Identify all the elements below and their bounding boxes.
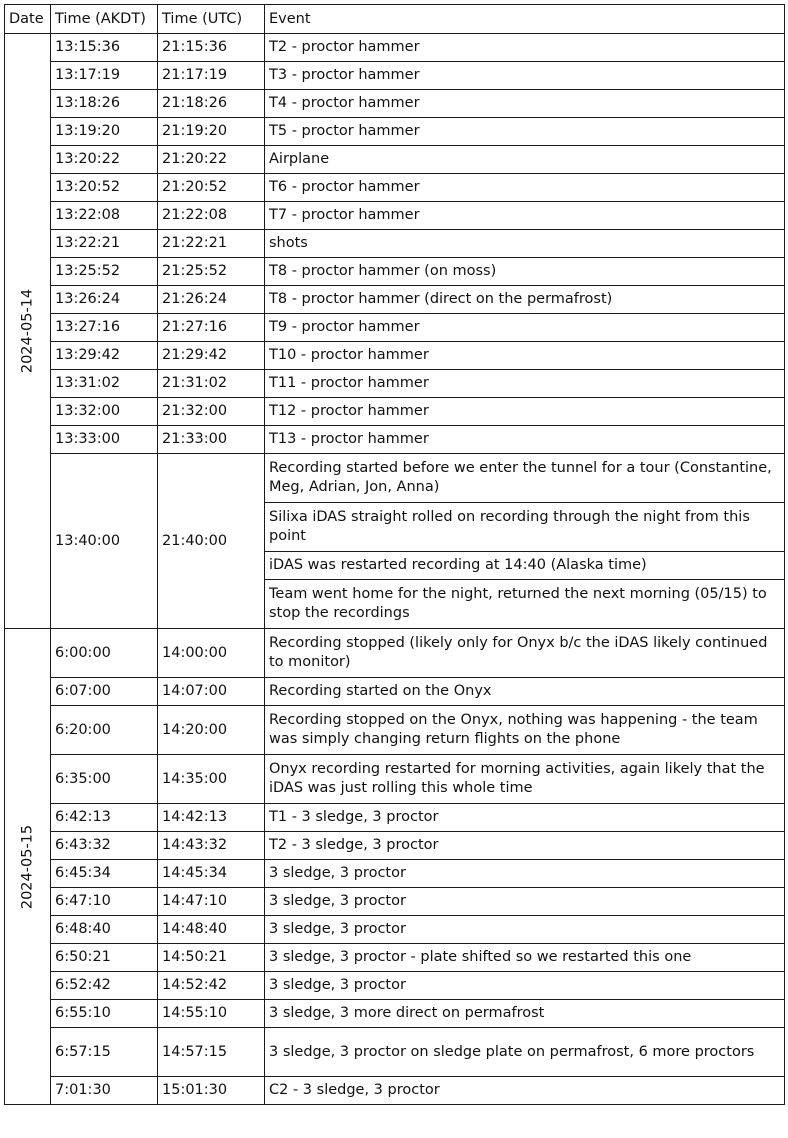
event: T9 - proctor hammer bbox=[265, 314, 785, 342]
event: C2 - 3 sledge, 3 proctor bbox=[265, 1077, 785, 1105]
event: 3 sledge, 3 proctor - plate shifted so we restarted this one bbox=[265, 944, 785, 972]
time-akdt: 6:55:10 bbox=[51, 1000, 158, 1028]
time-utc: 14:48:40 bbox=[158, 916, 265, 944]
table-row bbox=[5, 888, 785, 916]
time-akdt: 6:45:34 bbox=[51, 860, 158, 888]
time-utc: 14:07:00 bbox=[158, 678, 265, 706]
event: T11 - proctor hammer bbox=[265, 370, 785, 398]
time-utc: 14:20:00 bbox=[158, 706, 265, 755]
event: 3 sledge, 3 proctor bbox=[265, 888, 785, 916]
time-utc: 21:32:00 bbox=[158, 398, 265, 426]
time-akdt: 13:18:26 bbox=[51, 90, 158, 118]
time-utc: 21:25:52 bbox=[158, 258, 265, 286]
date-label: 2024-05-14 bbox=[19, 288, 35, 374]
table-row bbox=[5, 706, 785, 755]
event: T7 - proctor hammer bbox=[265, 202, 785, 230]
event: 3 sledge, 3 proctor bbox=[265, 860, 785, 888]
time-utc: 21:19:20 bbox=[158, 118, 265, 146]
event: 3 sledge, 3 more direct on permafrost bbox=[265, 1000, 785, 1028]
event: shots bbox=[265, 230, 785, 258]
event: T2 - proctor hammer bbox=[265, 34, 785, 62]
time-akdt: 6:50:21 bbox=[51, 944, 158, 972]
event: T8 - proctor hammer (direct on the permafrost) bbox=[265, 286, 785, 314]
date-label: 2024-05-15 bbox=[19, 824, 35, 909]
time-akdt: 6:47:10 bbox=[51, 888, 158, 916]
time-utc: 21:17:19 bbox=[158, 62, 265, 90]
time-utc: 21:20:22 bbox=[158, 146, 265, 174]
time-akdt: 13:19:20 bbox=[51, 118, 158, 146]
table-row bbox=[5, 62, 785, 90]
event: Silixa iDAS straight rolled on recording through the night from this point bbox=[265, 503, 785, 552]
table-row bbox=[5, 314, 785, 342]
time-utc: 21:20:52 bbox=[158, 174, 265, 202]
table-row bbox=[5, 426, 785, 454]
table-row bbox=[5, 398, 785, 426]
event: 3 sledge, 3 proctor bbox=[265, 916, 785, 944]
table-row bbox=[5, 755, 785, 804]
event: Recording stopped (likely only for Onyx b/c the iDAS likely continued to monitor) bbox=[265, 629, 785, 678]
table-row bbox=[5, 258, 785, 286]
event: T1 - 3 sledge, 3 proctor bbox=[265, 804, 785, 832]
time-utc: 21:22:08 bbox=[158, 202, 265, 230]
event: Airplane bbox=[265, 146, 785, 174]
time-utc: 14:47:10 bbox=[158, 888, 265, 916]
event: T3 - proctor hammer bbox=[265, 62, 785, 90]
time-utc: 21:29:42 bbox=[158, 342, 265, 370]
table-row bbox=[5, 146, 785, 174]
event: T2 - 3 sledge, 3 proctor bbox=[265, 832, 785, 860]
date-cell bbox=[5, 629, 51, 1105]
time-akdt: 13:29:42 bbox=[51, 342, 158, 370]
time-utc: 14:43:32 bbox=[158, 832, 265, 860]
time-akdt: 6:07:00 bbox=[51, 678, 158, 706]
header-date: Date bbox=[5, 5, 51, 34]
event: T13 - proctor hammer bbox=[265, 426, 785, 454]
header-event: Event bbox=[265, 5, 785, 34]
time-akdt: 13:22:21 bbox=[51, 230, 158, 258]
table-row bbox=[5, 804, 785, 832]
event: Team went home for the night, returned the next morning (05/15) to stop the recordings bbox=[265, 580, 785, 629]
table-row bbox=[5, 1000, 785, 1028]
event: T6 - proctor hammer bbox=[265, 174, 785, 202]
time-akdt: 6:00:00 bbox=[51, 629, 158, 678]
table-row bbox=[5, 454, 785, 503]
date-cell bbox=[5, 34, 51, 629]
time-utc: 14:42:13 bbox=[158, 804, 265, 832]
time-akdt: 6:48:40 bbox=[51, 916, 158, 944]
time-utc: 14:55:10 bbox=[158, 1000, 265, 1028]
time-utc: 21:33:00 bbox=[158, 426, 265, 454]
event-log-table bbox=[4, 4, 785, 1105]
header-time-akdt: Time (AKDT) bbox=[51, 5, 158, 34]
time-utc: 21:18:26 bbox=[158, 90, 265, 118]
event: Onyx recording restarted for morning activities, again likely that the iDAS was just rolling this whole time bbox=[265, 755, 785, 804]
time-akdt: 6:43:32 bbox=[51, 832, 158, 860]
table-row bbox=[5, 1028, 785, 1077]
time-akdt: 13:32:00 bbox=[51, 398, 158, 426]
time-akdt: 13:31:02 bbox=[51, 370, 158, 398]
time-utc: 14:45:34 bbox=[158, 860, 265, 888]
time-akdt: 13:40:00 bbox=[51, 454, 158, 629]
table-row bbox=[5, 678, 785, 706]
time-akdt: 13:15:36 bbox=[51, 34, 158, 62]
time-akdt: 6:42:13 bbox=[51, 804, 158, 832]
time-akdt: 13:27:16 bbox=[51, 314, 158, 342]
time-akdt: 13:26:24 bbox=[51, 286, 158, 314]
table-row bbox=[5, 832, 785, 860]
event: Recording stopped on the Onyx, nothing was happening - the team was simply changing return flights on the phone bbox=[265, 706, 785, 755]
event: iDAS was restarted recording at 14:40 (Alaska time) bbox=[265, 552, 785, 580]
table-row bbox=[5, 860, 785, 888]
header-time-utc: Time (UTC) bbox=[158, 5, 265, 34]
time-akdt: 6:57:15 bbox=[51, 1028, 158, 1077]
time-utc: 21:22:21 bbox=[158, 230, 265, 258]
header-row bbox=[5, 5, 785, 34]
time-akdt: 13:20:22 bbox=[51, 146, 158, 174]
time-akdt: 6:20:00 bbox=[51, 706, 158, 755]
table-row bbox=[5, 342, 785, 370]
time-utc: 14:57:15 bbox=[158, 1028, 265, 1077]
table-row bbox=[5, 370, 785, 398]
table-row bbox=[5, 972, 785, 1000]
event: 3 sledge, 3 proctor on sledge plate on permafrost, 6 more proctors bbox=[265, 1028, 785, 1077]
table-row bbox=[5, 174, 785, 202]
time-akdt: 13:33:00 bbox=[51, 426, 158, 454]
time-utc: 14:35:00 bbox=[158, 755, 265, 804]
table-row bbox=[5, 629, 785, 678]
table-row bbox=[5, 286, 785, 314]
table-row bbox=[5, 1077, 785, 1105]
time-akdt: 13:22:08 bbox=[51, 202, 158, 230]
time-utc: 15:01:30 bbox=[158, 1077, 265, 1105]
event: T4 - proctor hammer bbox=[265, 90, 785, 118]
event: T12 - proctor hammer bbox=[265, 398, 785, 426]
event: Recording started before we enter the tunnel for a tour (Constantine, Meg, Adrian, Jon, Anna) bbox=[265, 454, 785, 503]
time-utc: 21:26:24 bbox=[158, 286, 265, 314]
event: 3 sledge, 3 proctor bbox=[265, 972, 785, 1000]
time-utc: 21:27:16 bbox=[158, 314, 265, 342]
table-row bbox=[5, 202, 785, 230]
time-akdt: 13:17:19 bbox=[51, 62, 158, 90]
event: Recording started on the Onyx bbox=[265, 678, 785, 706]
table-row bbox=[5, 230, 785, 258]
time-akdt: 6:35:00 bbox=[51, 755, 158, 804]
time-akdt: 13:20:52 bbox=[51, 174, 158, 202]
event: T8 - proctor hammer (on moss) bbox=[265, 258, 785, 286]
time-akdt: 13:25:52 bbox=[51, 258, 158, 286]
event: T5 - proctor hammer bbox=[265, 118, 785, 146]
time-utc: 14:00:00 bbox=[158, 629, 265, 678]
time-akdt: 6:52:42 bbox=[51, 972, 158, 1000]
table-row bbox=[5, 118, 785, 146]
time-utc: 21:31:02 bbox=[158, 370, 265, 398]
table-row bbox=[5, 90, 785, 118]
table-row bbox=[5, 34, 785, 62]
time-akdt: 7:01:30 bbox=[51, 1077, 158, 1105]
event: T10 - proctor hammer bbox=[265, 342, 785, 370]
table-row bbox=[5, 944, 785, 972]
time-utc: 21:15:36 bbox=[158, 34, 265, 62]
time-utc: 21:40:00 bbox=[158, 454, 265, 629]
time-utc: 14:50:21 bbox=[158, 944, 265, 972]
table-row bbox=[5, 916, 785, 944]
time-utc: 14:52:42 bbox=[158, 972, 265, 1000]
